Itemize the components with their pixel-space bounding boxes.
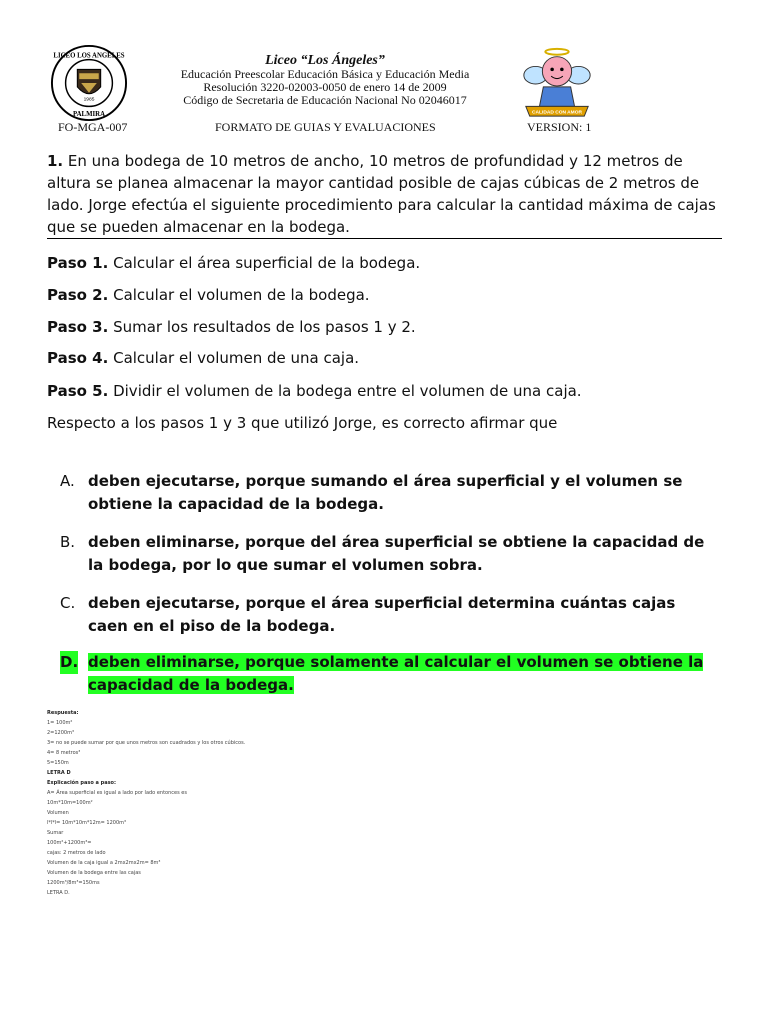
step-1: Paso 1. Calcular el área superficial de la bodega. — [47, 254, 421, 272]
option-text: deben ejecutarse, porque el área superficial determina cuántas cajas caen en el piso de la bodega. — [88, 594, 676, 635]
svg-text:LICEO LOS ANGELES: LICEO LOS ANGELES — [53, 52, 125, 60]
svg-text:CALIDAD CON AMOR: CALIDAD CON AMOR — [531, 110, 583, 116]
document-header — [0, 40, 768, 150]
svg-text:PALMIRA: PALMIRA — [72, 111, 106, 119]
highlighted-answer-text: deben eliminarse, porque solamente al calcular el volumen se obtiene la capacidad de la bodega. — [88, 653, 704, 694]
step-3: Paso 3. Sumar los resultados de los pasos 1 y 2. — [47, 318, 416, 336]
option-c[interactable] — [60, 592, 720, 638]
question-number: 1. — [47, 152, 64, 170]
question-prompt: Respecto a los pasos 1 y 3 que utilizó Jorge, es correcto afirmar que — [47, 414, 558, 432]
form-code: FO-MGA-007 — [58, 120, 128, 134]
option-letter: C. — [60, 594, 76, 612]
option-b[interactable] — [60, 531, 720, 577]
option-letter: A. — [60, 472, 75, 490]
form-title: FORMATO DE GUIAS Y EVALUACIONES — [215, 120, 436, 134]
header-levels: Educación Preescolar Educación Básica y Educación Media — [180, 67, 470, 81]
form-version: VERSION: 1 — [527, 120, 592, 134]
option-text: deben ejecutarse, porque sumando el área superficial y el volumen se obtiene la capacidad de la bodega. — [88, 472, 683, 513]
option-a[interactable] — [60, 470, 720, 516]
step-5: Paso 5. Dividir el volumen de la bodega entre el volumen de una caja. — [47, 382, 582, 400]
question-statement — [47, 150, 727, 238]
answer-explanation: Respuesta: 1= 100m² 2=1200m³ 3= no se puede sumar por que unos metros son cuadrados y los otros cúbicos. 4= 8 metros³ 5=150m LETRA D Explicación paso a paso: A= Área superficial es igual a lado por lado entonces es 10m*10m=100m² Volumen l*l*l= 10m*10m*12m= 1200m³ Sumar 100m²+1200m³= cajas: 2 metros de lado Volumen de la caja igual a 2mx2mx2m= 8m³ Volumen de la bodega entre las cajas 1200m³/8m³=150ms LETRA D. — [47, 710, 246, 896]
header-code: Código de Secretaria de Educación Nacional No 02046017 — [183, 93, 467, 107]
question-text: En una bodega de 10 metros de ancho, 10 metros de profundidad y 12 metros de altura se planea almacenar la mayor cantidad posible de cajas cúbicas de 2 metros de lado. Jorge efectúa el siguiente procedimiento para calcular la cantidad máxima de cajas que se pueden almacenar en la bodega. — [47, 152, 716, 236]
step-4: Paso 4. Calcular el volumen de una caja. — [47, 349, 360, 367]
svg-text:1985: 1985 — [83, 97, 95, 103]
option-letter: D. — [60, 651, 78, 674]
school-crest-logo — [50, 44, 128, 122]
option-letter: B. — [60, 533, 76, 551]
header-resolution: Resolución 3220-02003-0050 de enero 14 de 2009 — [203, 80, 447, 94]
step-2: Paso 2. Calcular el volumen de la bodega. — [47, 286, 370, 304]
option-text: deben eliminarse, porque del área superficial se obtiene la capacidad de la bodega, por lo que sumar el volumen sobra. — [88, 533, 705, 574]
option-d-correct[interactable] — [60, 651, 720, 697]
divider-line — [47, 238, 722, 239]
angel-mascot-logo — [518, 44, 596, 122]
school-name: Liceo “Los Ángeles” — [265, 53, 385, 68]
